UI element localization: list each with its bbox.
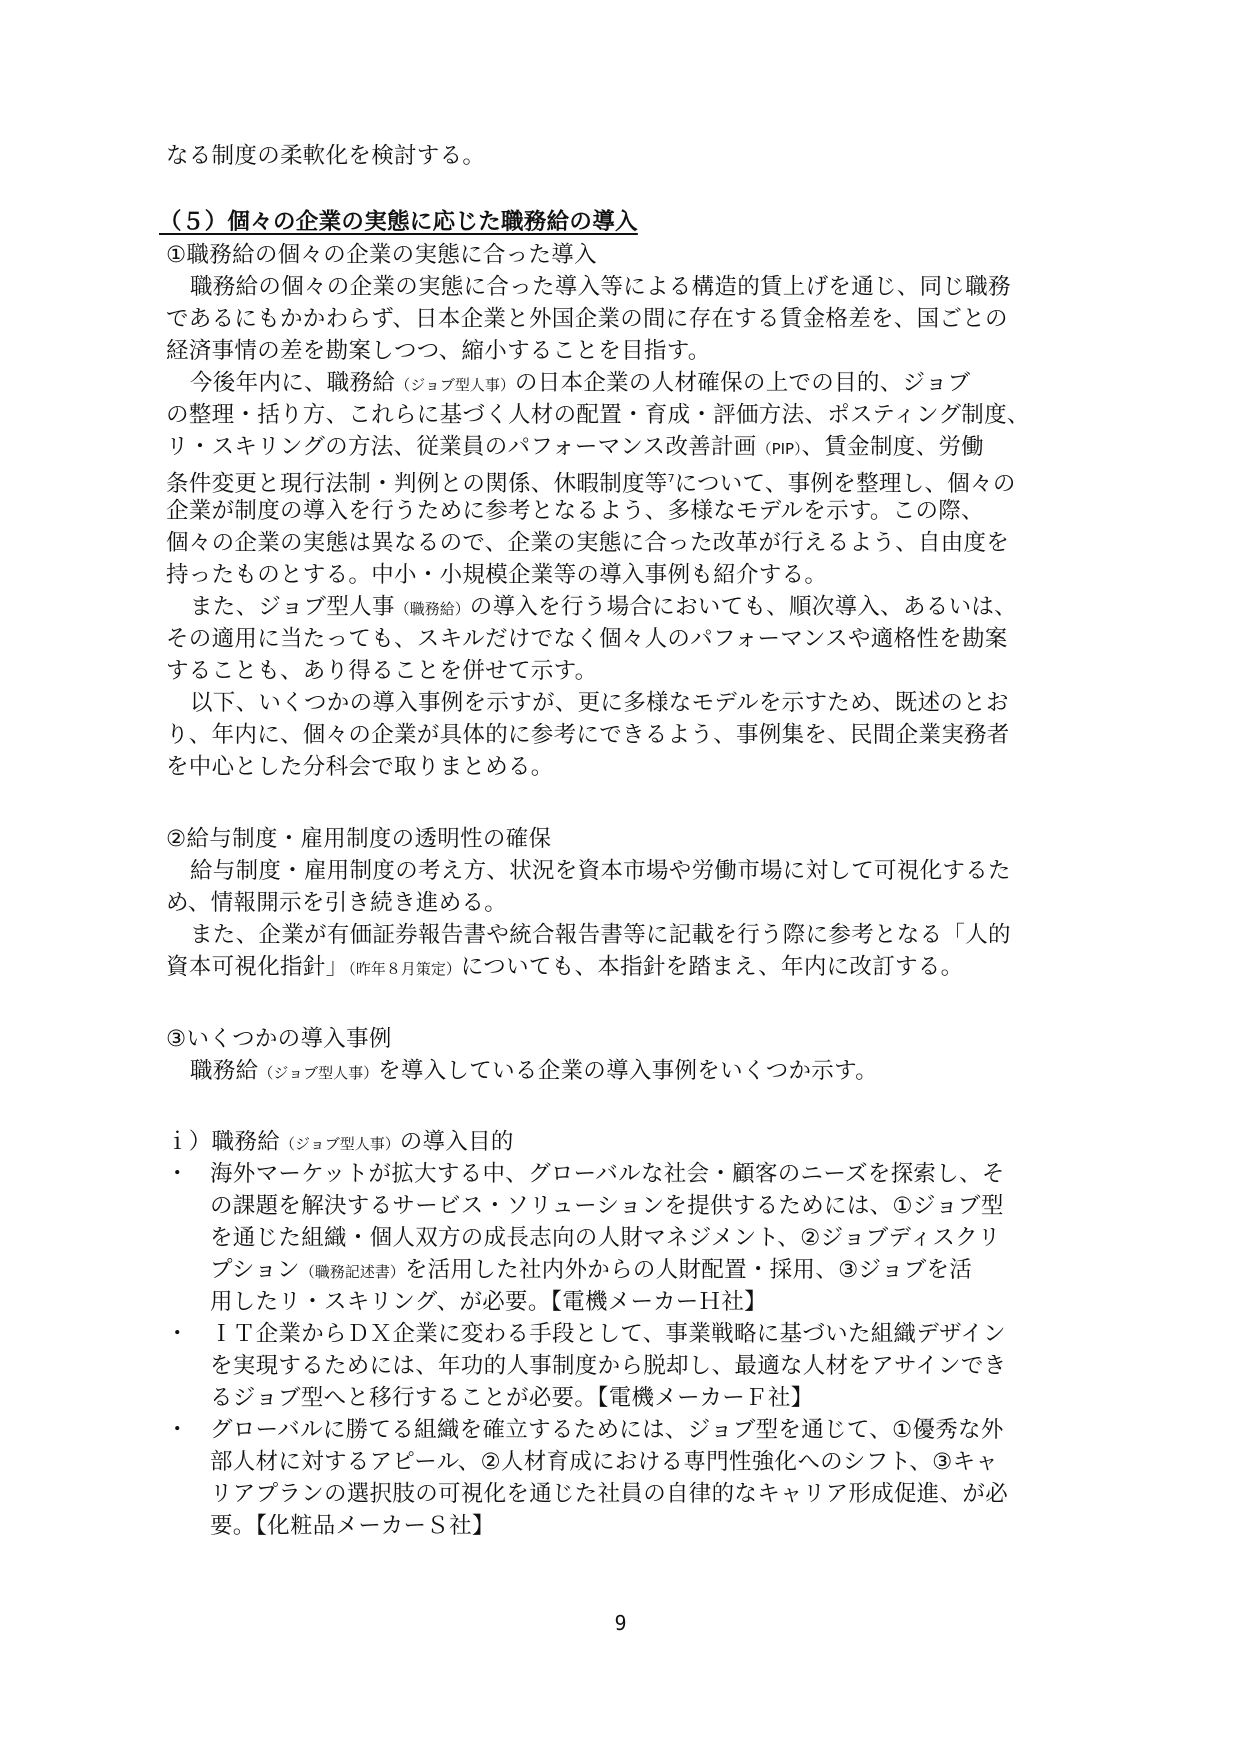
paragraph-line: その適用に当たっても、スキルだけでなく個々人のパフォーマンスや適格性を勘案: [166, 626, 1008, 652]
paragraph-line: 持ったものとする。中小・小規模企業等の導入事例も紹介する。: [166, 562, 828, 588]
paragraph-line: であるにもかかわらず、日本企業と外国企業の間に存在する賃金格差を、国ごとの: [166, 306, 1008, 332]
bullet-line: を通じた組織・個人双方の成長志向の人財マネジメント、②ジョブディスクリ: [210, 1225, 1001, 1251]
continuation-text: なる制度の柔軟化を検討する。: [166, 143, 486, 169]
bullet-line: 海外マーケットが拡大する中、グローバルな社会・顧客のニーズを探索し、そ: [210, 1161, 1005, 1187]
bullet-marker: ・: [166, 1161, 189, 1187]
paragraph-line: 個々の企業の実態は異なるので、企業の実態に合った改革が行えるよう、自由度を: [166, 530, 1010, 556]
paragraph-line: 職務給の個々の企業の実態に合った導入等による構造的賃上げを通じ、同じ職務: [190, 274, 1011, 300]
paragraph-line: することも、あり得ることを併せて示す。: [166, 658, 598, 684]
paragraph-line: り、年内に、個々の企業が具体的に参考にできるよう、事例集を、民間企業実務者: [166, 722, 1010, 748]
bullet-line: 用したリ・スキリング、が必要。【電機メーカーＨ社】: [210, 1289, 767, 1315]
section-heading: （５）個々の企業の実態に応じた職務給の導入: [159, 209, 638, 235]
page-number: 9: [614, 1611, 627, 1635]
paragraph-line: め、情報開示を引き続き進める。: [166, 890, 508, 916]
paragraph-line: 今後年内に、職務給（ジョブ型人事）の日本企業の人材確保の上での目的、ジョブ: [190, 370, 971, 396]
paragraph-line: 給与制度・雇用制度の考え方、状況を資本市場や労働市場に対して可視化するた: [190, 858, 1011, 884]
subsection-2-title: ②給与制度・雇用制度の透明性の確保: [166, 826, 552, 852]
paragraph-line: 以下、いくつかの導入事例を示すが、更に多様なモデルを示すため、既述のとお: [190, 690, 1009, 716]
paragraph-line: 資本可視化指針」（昨年８月策定）についても、本指針を踏まえ、年内に改訂する。: [166, 954, 964, 980]
bullet-line: ＩＴ企業からＤＸ企業に変わる手段として、事業戦略に基づいた組織デザイン: [210, 1321, 1006, 1347]
paragraph-line: リ・スキリングの方法、従業員のパフォーマンス改善計画（PIP）、賃金制度、労働: [166, 434, 984, 460]
paragraph-line: 条件変更と現行法制・判例との関係、休暇制度等$^7$について、事例を整理し、個々の: [166, 471, 1016, 497]
bullet-line: を実現するためには、年功的人事制度から脱却し、最適な人材をアサインでき: [210, 1353, 1007, 1379]
subsection-1-title: ①職務給の個々の企業の実態に合った導入: [166, 242, 597, 268]
bullet-line: グローバルに勝てる組織を確立するためには、ジョブ型を通じて、①優秀な外: [210, 1417, 1004, 1443]
bullet-line: 部人材に対するアピール、②人材育成における専門性強化へのシフト、③キャ: [210, 1449, 999, 1475]
paragraph-line: また、ジョブ型人事（職務給）の導入を行う場合においても、順次導入、あるいは、: [190, 594, 1017, 620]
paragraph-line: 企業が制度の導入を行うために参考となるよう、多様なモデルを示す。この際、: [166, 498, 984, 524]
footnote-marker: 7: [667, 472, 675, 485]
bullet-line: リアプランの選択肢の可視化を通じた社員の自律的なキャリア形成促進、が必: [210, 1481, 1009, 1507]
paragraph-line: を中心とした分科会で取りまとめる。: [166, 754, 554, 780]
bullet-marker: ・: [166, 1417, 189, 1443]
paragraph-line: 職務給（ジョブ型人事）を導入している企業の導入事例をいくつか示す。: [190, 1058, 878, 1084]
bullet-line: 要。【化粧品メーカーＳ社】: [210, 1513, 495, 1539]
paragraph-line: の整理・括り方、これらに基づく人材の配置・育成・評価方法、ポスティング制度、: [166, 402, 1030, 428]
subsection-3-title: ③いくつかの導入事例: [166, 1026, 392, 1052]
item-i-title: ｉ）職務給（ジョブ型人事）の導入目的: [166, 1129, 514, 1155]
paragraph-line: また、企業が有価証券報告書や統合報告書等に記載を行う際に参考となる「人的: [190, 922, 1011, 948]
bullet-line: の課題を解決するサービス・ソリューションを提供するためには、①ジョブ型: [210, 1193, 1004, 1219]
paragraph-line: 経済事情の差を勘案しつつ、縮小することを目指す。: [166, 338, 711, 364]
bullet-line: るジョブ型へと移行することが必要。【電機メーカーＦ社】: [210, 1385, 814, 1411]
bullet-line: プション（職務記述書）を活用した社内外からの人財配置・採用、③ジョブを活: [210, 1257, 973, 1283]
bullet-marker: ・: [166, 1321, 189, 1347]
